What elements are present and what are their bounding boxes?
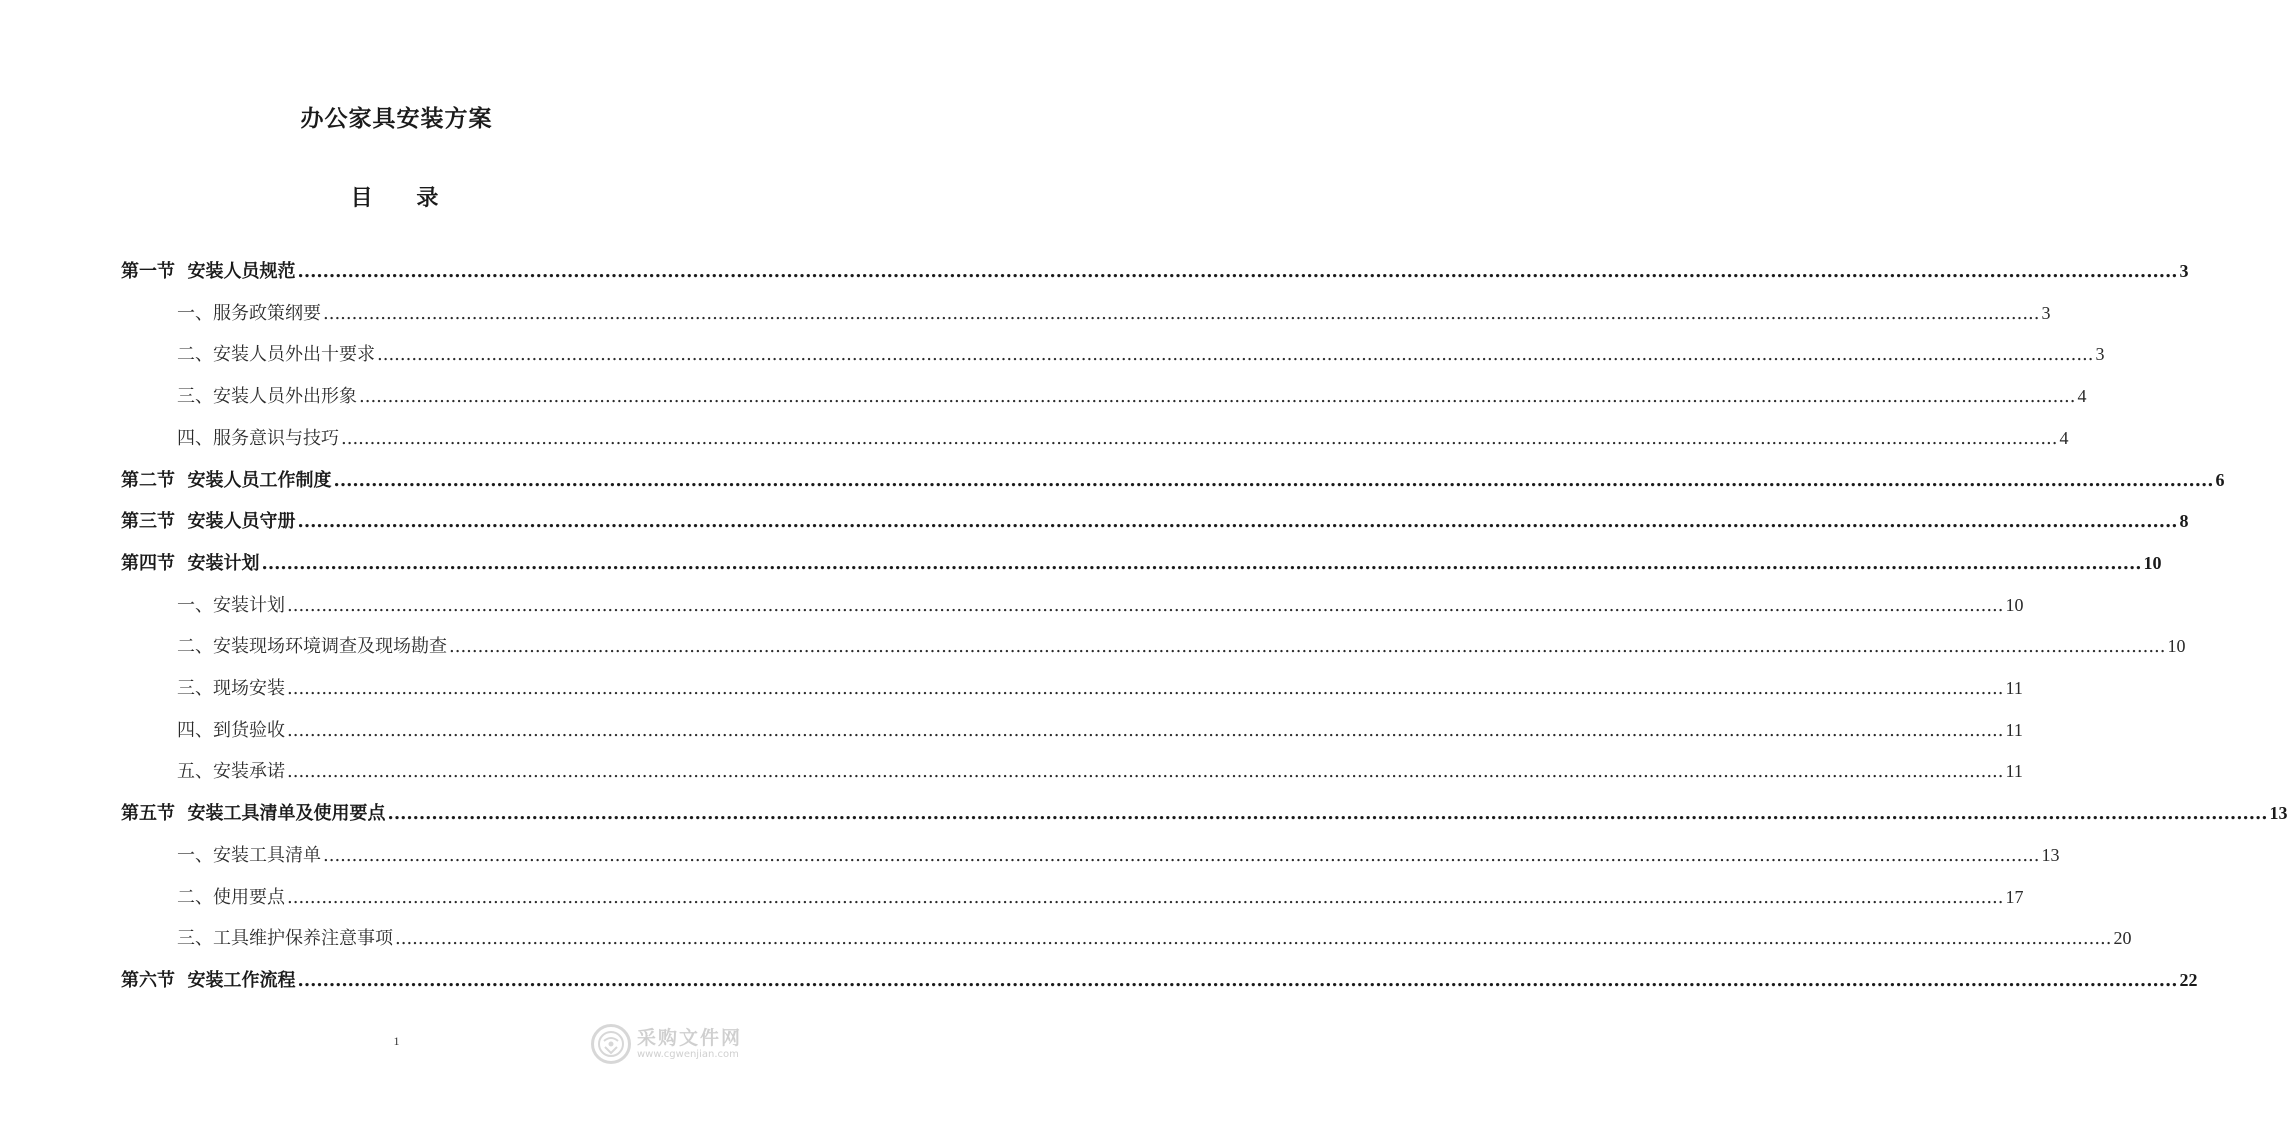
toc-dot-leader: ............................................................................................................................................................................................................................................................................................................ bbox=[359, 386, 2076, 408]
watermark-url: www.cgwenjian.com bbox=[637, 1049, 739, 1060]
toc-entry-page: 3 bbox=[2095, 344, 2105, 365]
toc-entry-page: 3 bbox=[2179, 261, 2189, 281]
toc-subsection-entry[interactable] bbox=[177, 631, 2186, 661]
toc-entry-label: 二、安装现场环境调查及现场勘查 bbox=[177, 636, 447, 658]
toc-dot-leader: ............................................................................................................................................................................................................................................................................................................ bbox=[287, 678, 2004, 699]
toc-dot-leader: ............................................................................................................................................................................................................................................................................................................ bbox=[395, 928, 2112, 950]
toc-dot-leader: ............................................................................................................................................................................................................................................................................................................ bbox=[297, 969, 2178, 991]
toc-heading: 目 录 bbox=[350, 185, 457, 211]
toc-subsection-entry[interactable] bbox=[177, 590, 2024, 620]
toc-entry-label: 一、安装计划 bbox=[177, 594, 285, 616]
toc-section-entry[interactable] bbox=[121, 798, 2288, 828]
toc-subsection-entry[interactable] bbox=[177, 381, 2087, 411]
toc-entry-page: 22 bbox=[2179, 969, 2198, 990]
toc-entry-label: 一、服务政策纲要 bbox=[177, 302, 321, 324]
seal-logo-icon bbox=[591, 1024, 631, 1064]
toc-subsection-entry[interactable] bbox=[177, 715, 2023, 745]
toc-subsection-entry[interactable] bbox=[177, 673, 2023, 703]
toc-entry-page: 4 bbox=[2059, 427, 2069, 448]
toc-entry-page: 6 bbox=[2215, 469, 2225, 490]
toc-entry-page: 11 bbox=[2005, 678, 2023, 698]
toc-dot-leader: ............................................................................................................................................................................................................................................................................................................ bbox=[387, 803, 2268, 825]
toc-section-entry[interactable] bbox=[121, 965, 2198, 995]
toc-section-entry[interactable] bbox=[121, 465, 2225, 495]
toc-subsection-entry[interactable] bbox=[177, 756, 2023, 786]
toc-dot-leader: ............................................................................................................................................................................................................................................................................................................ bbox=[261, 552, 2142, 574]
toc-dot-leader: ............................................................................................................................................................................................................................................................................................................ bbox=[323, 302, 2040, 324]
toc-entry-page: 17 bbox=[2005, 886, 2024, 907]
toc-entry-label: 三、安装人员外出形象 bbox=[177, 386, 357, 408]
toc-entry-page: 20 bbox=[2113, 928, 2132, 949]
toc-entry-page: 11 bbox=[2005, 761, 2023, 782]
toc-section-entry[interactable] bbox=[121, 506, 2189, 536]
toc-subsection-entry[interactable] bbox=[177, 882, 2024, 912]
page-number: 1 bbox=[393, 1034, 400, 1048]
toc-dot-leader: ............................................................................................................................................................................................................................................................................................................ bbox=[287, 719, 2004, 741]
toc-dot-leader: ............................................................................................................................................................................................................................................................................................................ bbox=[377, 344, 2094, 366]
toc-subsection-entry[interactable] bbox=[177, 339, 2105, 369]
toc-subsection-entry[interactable] bbox=[177, 840, 2060, 870]
toc-entry-label: 二、安装人员外出十要求 bbox=[177, 344, 375, 366]
toc-dot-leader: ............................................................................................................................................................................................................................................................................................................ bbox=[287, 761, 2004, 783]
toc-entry-label: 第六节 安装工作流程 bbox=[121, 969, 296, 991]
toc-entry-page: 13 bbox=[2041, 844, 2060, 865]
toc-subsection-entry[interactable] bbox=[177, 423, 2069, 453]
toc-section-entry[interactable] bbox=[121, 548, 2162, 578]
toc-subsection-entry[interactable] bbox=[177, 923, 2132, 953]
toc-entry-label: 二、使用要点 bbox=[177, 886, 285, 908]
toc-dot-leader: ............................................................................................................................................................................................................................................................................................................ bbox=[297, 261, 2178, 282]
toc-entry-label: 第四节 安装计划 bbox=[121, 552, 260, 574]
toc-dot-leader: ............................................................................................................................................................................................................................................................................................................ bbox=[333, 469, 2214, 491]
toc-entry-page: 8 bbox=[2179, 511, 2189, 532]
watermark bbox=[591, 1024, 742, 1064]
toc-dot-leader: ............................................................................................................................................................................................................................................................................................................ bbox=[287, 594, 2004, 616]
toc-entry-label: 三、工具维护保养注意事项 bbox=[177, 928, 393, 950]
toc-entry-label: 一、安装工具清单 bbox=[177, 844, 321, 866]
toc-entry-label: 四、服务意识与技巧 bbox=[177, 427, 339, 449]
toc-entry-label: 三、现场安装 bbox=[177, 678, 285, 699]
toc-dot-leader: ............................................................................................................................................................................................................................................................................................................ bbox=[287, 886, 2004, 908]
toc-entry-page: 11 bbox=[2005, 719, 2023, 740]
toc-section-entry[interactable] bbox=[121, 256, 2189, 286]
toc-dot-leader: ............................................................................................................................................................................................................................................................................................................ bbox=[323, 844, 2040, 866]
toc-dot-leader: ............................................................................................................................................................................................................................................................................................................ bbox=[341, 427, 2058, 449]
toc-subsection-entry[interactable] bbox=[177, 298, 2051, 328]
toc-entry-page: 10 bbox=[2167, 636, 2186, 657]
toc-entry-page: 4 bbox=[2077, 386, 2087, 407]
toc-dot-leader: ............................................................................................................................................................................................................................................................................................................ bbox=[449, 636, 2166, 658]
watermark-name: 采购文件网 bbox=[637, 1027, 743, 1049]
toc-entry-page: 13 bbox=[2269, 803, 2288, 824]
toc-entry-label: 第二节 安装人员工作制度 bbox=[121, 469, 332, 491]
toc-entry-page: 3 bbox=[2041, 302, 2051, 323]
toc-dot-leader: ............................................................................................................................................................................................................................................................................................................ bbox=[297, 511, 2178, 533]
toc-entry-label: 第一节 安装人员规范 bbox=[121, 261, 296, 282]
toc-entry-page: 10 bbox=[2143, 552, 2162, 573]
toc-entry-page: 10 bbox=[2005, 594, 2024, 615]
document-title: 办公家具安装方案 bbox=[300, 105, 493, 132]
toc-entry-label: 四、到货验收 bbox=[177, 719, 285, 741]
toc-entry-label: 第五节 安装工具清单及使用要点 bbox=[121, 803, 386, 825]
toc-entry-label: 第三节 安装人员守册 bbox=[121, 511, 296, 533]
toc-entry-label: 五、安装承诺 bbox=[177, 761, 285, 783]
